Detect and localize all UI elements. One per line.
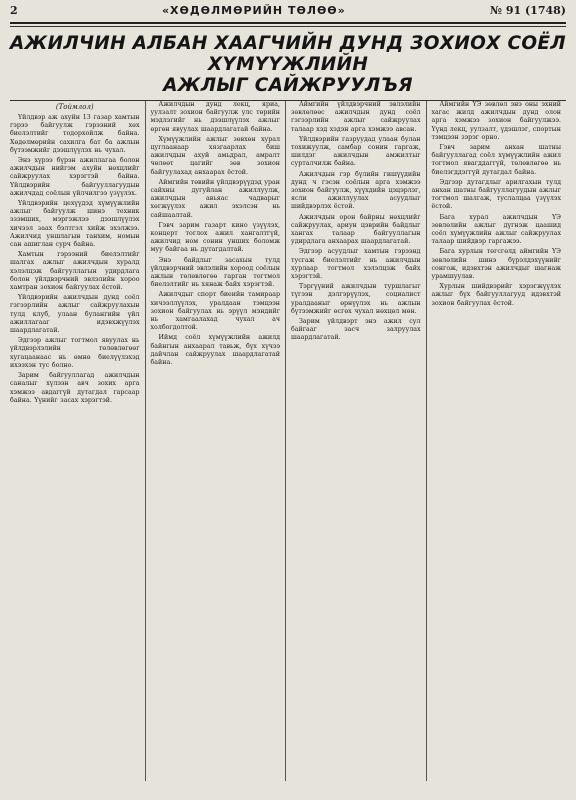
article-paragraph: Зарим үйлдвэрт энэ ажил сул байгааг засч залруулах шаардлагатай.	[291, 318, 421, 342]
article-paragraph: Эдгээр дутагдлыг арилгахын тулд анхан шатны байгууллагуудын ажлыг тогтмол шалгаж, туслалцаа үзүүлэх ёстой.	[431, 178, 561, 211]
headline-line-2: АЖЛЫГ САЙЖРУУЛЪЯ	[163, 75, 413, 96]
article-paragraph: Зарим байгууллагад ажилчдын саналыг хүлээн авч зохих арга хэмжээ авдаггүй дутагдал гарсаар байна. Үүнийг засах хэрэгтэй.	[10, 372, 140, 404]
article-columns	[10, 101, 566, 781]
article-paragraph: Хурлын шийдвэрийг хэрэгжүүлэх ажлыг бүх байгууллагууд идэвхтэй зохион байгуулах ёстой.	[431, 283, 561, 307]
article-paragraph: Ажилчдын дунд лекц, яриа, уулзалт зохион байгуулж улс төрийн мэдлэгийг нь дээшлүүлэх ажлыг өргөн явуулах шаардлагатай байна.	[150, 101, 280, 133]
article-paragraph: Энэ хүрээ бүрэн ажиллагаа болон ажилчдын нийгэм ахуйн нөхцлийг сайжруулах хэрэгтэй байна. Үйлдвэрийн байгууллагуудын ажилчдад соёлын үйлчилгээ үзүүлэх.	[10, 157, 140, 197]
article-paragraph: Иймд соёл хүмүүжлийн ажилд байнгын анхаарал тавьж, бүх хүчээ дайчлан сайжруулах шаардлагатай байна.	[150, 334, 280, 367]
headline-line-1: АЖИЛЧИН АЛБАН ХААГЧИЙН ДУНД ЗОХИОХ СОЁЛ ХҮМҮҮЖЛИЙН	[10, 33, 566, 75]
article-paragraph: Үйлдвэр аж ахуйн 13 газар хамтын гэрээ байгуулж гэрээний хөх биелэлтийг тодорхойлж байна. Хөдөлмөрийн сахилга бат ба ажлын бүтээмжийг дээшлүүлэх нь чухал.	[10, 114, 140, 154]
article-paragraph: Гэвч зарим газарт кино үзүүлэх, концерт тоглох ажил хангалтгүй, ажилчид ном сонин унших боломж муу байгаа нь дутагдалтай.	[150, 221, 280, 254]
article-paragraph: Бага хурлын төгсгөлд аймгийн ҮЭ зөвлөлийн шинэ бүрэлдэхүүнийг сонгож, идэвхтэн ажилчдыг шагнаж урамшуулав.	[431, 248, 561, 281]
article-paragraph: Ажилчдын орон байрны нөхцлийг сайжруулах, ариун цэврийн байдлыг хангах талаар байгууллагын удирдлага анхаарах шаардлагатай.	[291, 213, 421, 246]
article-paragraph: Үйлдвэрийн цехүүдэд хүмүүжлийн ажлыг байгуулж шинэ техник эзэмших, мэргэжлээ дээшлүүлэх хичээл заах бэлтгэл хийж эхэлжээ. Ажилчид уншлагын танхим, номын сан ашиглан сурч байна.	[10, 200, 140, 249]
newspaper-title: «ХӨДӨЛМӨРИЙН ТӨЛӨӨ»	[161, 4, 346, 17]
article-column-2	[146, 101, 287, 781]
article-paragraph: Тэргүүний ажилчдын туршлагыг түгээн дэлгэрүүлэх, социалист уралдааныг өрнүүлэх нь ажлын бүтээмжийг өсгөх чухал нөхцөл мөн.	[291, 283, 421, 315]
article-tag: (Тоймлол)	[55, 103, 94, 111]
article-paragraph: Эдгээр ажлыг тогтмол явуулах нь үйлдвэрлэлийн төлөвлөгөөг хугацаанаас нь өмнө биелүүлэхэд ихээхэн тус болно.	[10, 337, 140, 369]
article-paragraph: Үйлдвэрийн ажилчдын дунд соёл гэгээрлийн ажлыг сайжруулахын тулд клуб, улаан булангийн үйл ажиллагааг идэвхжүүлэх шаардлагатай.	[10, 294, 140, 335]
article-paragraph: Гэвч зарим анхан шатны байгууллагад соёл хүмүүжлийн ажил тогтмол явагддаггүй, төлөвлөгөө нь биелэгддэггүй дутагдал байна.	[431, 144, 561, 176]
article-paragraph: Үйлдвэрийн газруудад улаан булан тохижуулж, самбар сонин гаргаж, шилдэг ажилчдын амжилтыг сурталчилж байна.	[291, 135, 421, 168]
article-paragraph: Бага хурал ажилчдын ҮЭ зөвлөлийн ажлыг дүгнэж цаашид соёл хүмүүжлийн ажлыг сайжруулах талаар шийдвэр гаргажээ.	[431, 213, 561, 246]
issue-number: № 91 (1748)	[490, 4, 566, 17]
article-column-3	[286, 101, 427, 781]
article-paragraph: Ажилчдыг спорт биеийн тамираар хичээллүүлэх, уралдаан тэмцээн зохион байгуулах нь эрүүл мэндийг нь хамгаалахад чухал ач холбогдолтой.	[150, 291, 280, 332]
article-paragraph: Эдгээр асуудлыг хамтын гэрээнд тусгаж биелэлтийг нь ажилчдын хурлаар тогтмол хэлэлцэж байх хэрэгтэй.	[291, 248, 421, 281]
article-paragraph: Аймгийн ҮЭ зөвлөл энэ оны эхний хагас жилд ажилчдын дунд олон арга хэмжээ зохион байгуулжээ. Үүнд лекц, уулзалт, үдэшлэг, спортын тэмцээн зэрэг орно.	[431, 101, 561, 141]
article-paragraph: Ажилчдын гэр бүлийн гишүүдийн дунд ч гэсэн соёлын арга хэмжээ зохион байгуулж, хүүхдийн цэцэрлэг, ясли ажиллуулах асуудлыг шийдвэрлэх ёстой.	[291, 170, 421, 211]
article-headline	[10, 33, 566, 96]
masthead	[10, 4, 566, 20]
article-paragraph: Энэ байдлыг засахын тулд үйлдвэрчний эвлэлийн хороод соёлын ажлын төлөвлөгөө гарган тогтмол биелэлтийг нь хянаж байх хэрэгтэй.	[150, 256, 280, 289]
page-number: 2	[10, 4, 18, 17]
article-paragraph: Аймгийн үйлдвэрчний эвлэлийн зөвлөлөөс ажилчдын дунд соёл гэгээрлийн ажлыг сайжруулах талаар хэд хэдэн арга хэмжээ авсан.	[291, 101, 421, 133]
article-paragraph: Хамтын гэрээний биелэлтийг шалгах ажлыг ажилчдын хуралд хэлэлцэж байгууллагын удирдлага болон үйлдвэрчний эвлэлийн хороо хамтран зохион байгуулах ёстой.	[10, 251, 140, 292]
masthead-rule-thin	[10, 26, 566, 27]
masthead-rule	[10, 22, 566, 24]
article-paragraph: Аймгийн төвийн үйлдвэрүүдэд уран сайхны дугуйлан ажиллуулж, ажилчдын авьяас чадварыг хөгжүүлэх ажил эхэлсэн нь сайшаалтай.	[150, 178, 280, 219]
article-paragraph: Хүмүүжлийн ажлыг зөвхөн хурал цуглаанаар хязгаарлах биш ажилчдын ахуй амьдрал, амралт чөлөөт цагийг зөв зохион байгуулахад анхаарах ёстой.	[150, 135, 280, 176]
article-column-1	[10, 101, 146, 781]
article-column-4	[427, 101, 567, 781]
